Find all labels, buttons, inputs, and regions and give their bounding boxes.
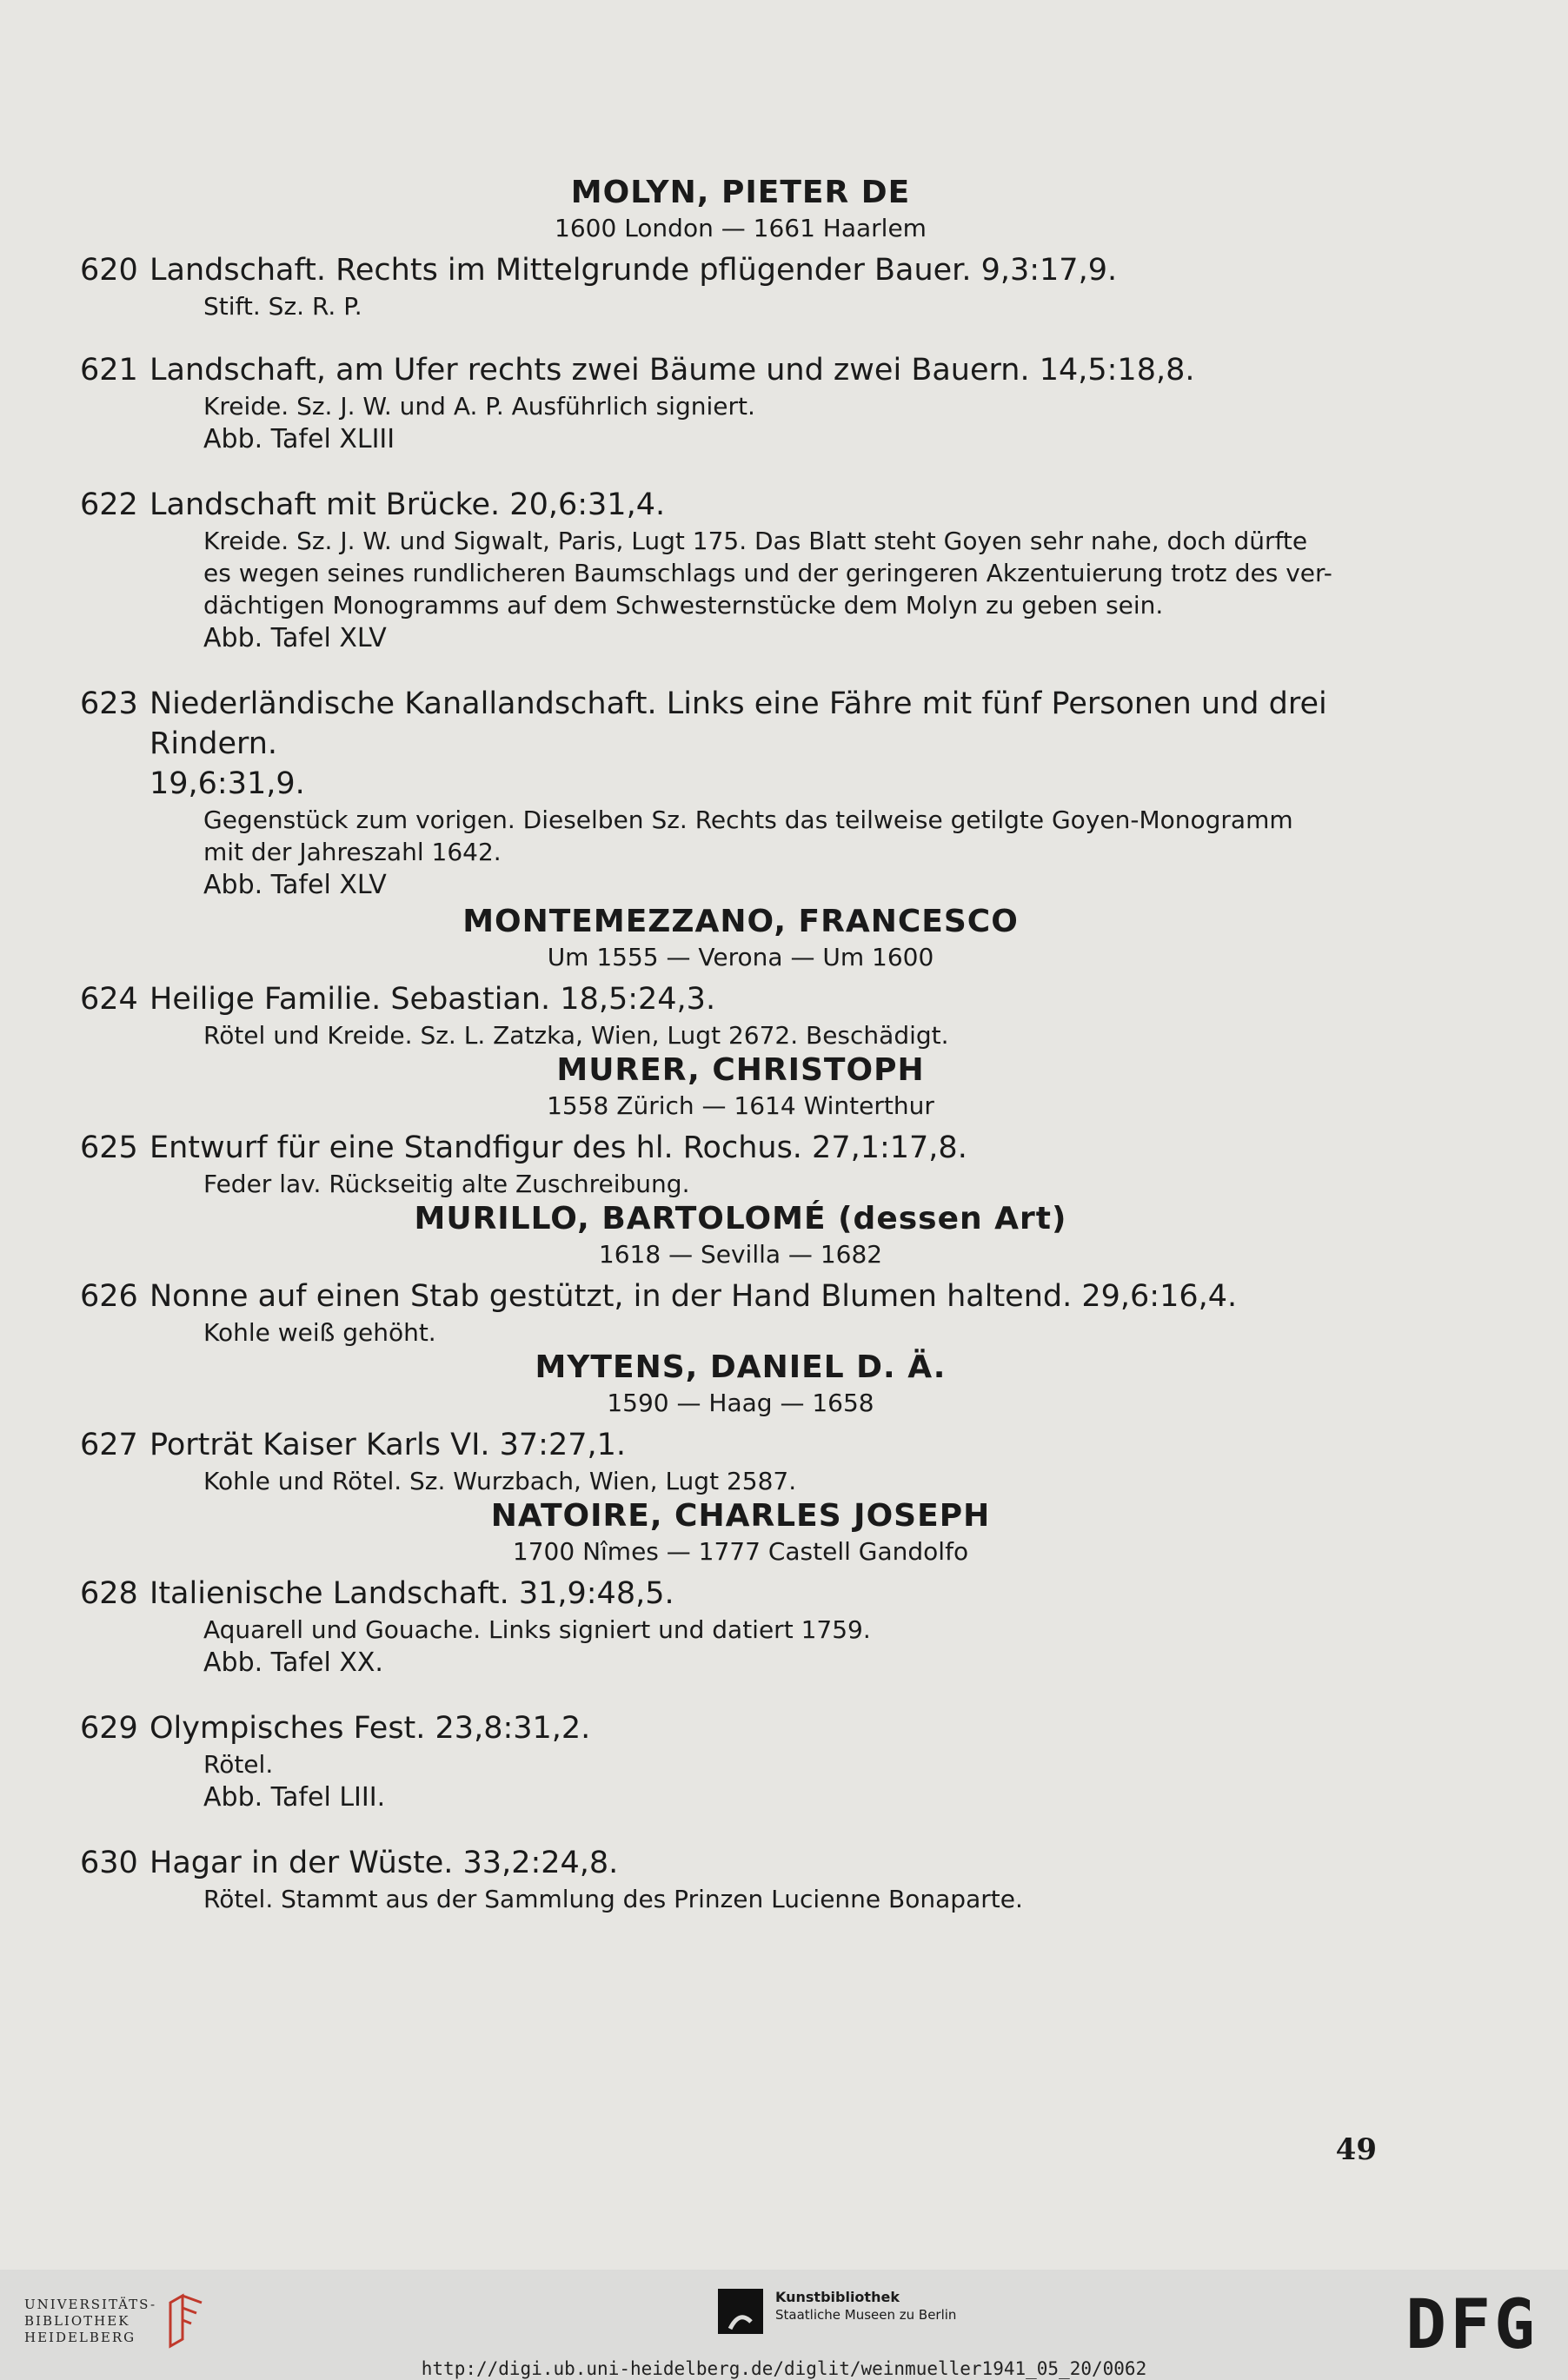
artist-name: MOLYN, PIETER DE (570, 175, 911, 210)
artist-name: MONTEMEZZANO, FRANCESCO (462, 904, 1019, 939)
entry-plate-reference: Abb. Tafel XLV (203, 623, 387, 653)
entry-title-text: Olympisches Fest. 23,8:31,2. (149, 1711, 591, 1746)
artist-name: MURILLO, BARTOLOMÉ (dessen Art) (414, 1201, 1067, 1236)
entry-description-line: dächtigen Monogramms auf dem Schwesternstücke dem Molyn zu geben sein. (203, 591, 1164, 620)
kunstbibliothek-mark-icon (718, 2289, 763, 2334)
catalogue-entry (80, 1128, 1401, 1200)
artist-header (80, 903, 1401, 974)
catalogue-entry (80, 485, 1401, 656)
artist-section (80, 903, 1401, 1051)
entry-title (80, 1708, 1401, 1748)
entry-title-text: Hagar in der Wüste. 33,2:24,8. (149, 1846, 619, 1880)
catalogue-entry (80, 1276, 1401, 1349)
artist-dates: 1590 — Haag — 1658 (607, 1389, 874, 1417)
entry-title-text: Heilige Familie. Sebastian. 18,5:24,3. (149, 982, 716, 1017)
spacer (80, 457, 1401, 480)
spacer (80, 1681, 1401, 1703)
entry-number: 627 (80, 1428, 138, 1462)
entry-number: 621 (80, 353, 138, 388)
entry-description-line: Rötel. (203, 1750, 274, 1779)
entry-title (80, 1276, 1401, 1316)
entry-number: 624 (80, 982, 138, 1017)
entry-title (80, 1425, 1401, 1465)
entry-title-text: Landschaft. Rechts im Mittelgrunde pflügender Bauer. 9,3:17,9. (149, 253, 1118, 288)
artist-dates: 1558 Zürich — 1614 Winterthur (547, 1091, 934, 1120)
entry-description-line: es wegen seines rundlicheren Baumschlags und der geringeren Akzentuierung trotz des ver- (203, 559, 1332, 587)
catalogue-entry (80, 1843, 1401, 1915)
kunstbibliothek-logo[interactable] (718, 2289, 956, 2334)
entry-number: 628 (80, 1576, 138, 1611)
page-number: 49 (1335, 2132, 1377, 2167)
artist-header (80, 1200, 1401, 1271)
entry-number: 622 (80, 487, 138, 522)
artist-section (80, 1349, 1401, 1497)
source-url[interactable]: http://digi.ub.uni-heidelberg.de/diglit/weinmueller1941_05_20/0062 (421, 2358, 1147, 2379)
entry-description-line: Kohle und Rötel. Sz. Wurzbach, Wien, Lugt 2587. (203, 1467, 797, 1495)
artist-name: NATOIRE, CHARLES JOSEPH (490, 1498, 991, 1534)
artist-header (80, 1051, 1401, 1123)
entry-number: 625 (80, 1130, 138, 1165)
entry-description-line: Kreide. Sz. J. W. und A. P. Ausführlich signiert. (203, 392, 755, 421)
catalogue-entry (80, 684, 1401, 903)
entry-number: 626 (80, 1279, 138, 1314)
artist-section (80, 174, 1401, 903)
kunstbibliothek-name: Kunstbibliothek (775, 2289, 900, 2305)
artist-section (80, 1051, 1401, 1200)
artist-dates: 1618 — Sevilla — 1682 (598, 1240, 883, 1269)
uni-logo-line-1: UNIVERSITÄTS- (24, 2296, 157, 2312)
artist-header (80, 1349, 1401, 1420)
entry-plate-reference: Abb. Tafel XLIII (203, 424, 395, 454)
catalogue-entry (80, 1708, 1401, 1815)
entry-number: 629 (80, 1711, 138, 1746)
entry-title-continued: 19,6:31,9. (149, 766, 305, 801)
entry-plate-reference: Abb. Tafel XX. (203, 1647, 383, 1678)
entry-title (80, 485, 1401, 525)
entry-title (80, 350, 1401, 390)
entry-description-line: Feder lav. Rückseitig alte Zuschreibung. (203, 1170, 690, 1198)
entry-title (80, 1574, 1401, 1614)
entry-title-text: Niederländische Kanallandschaft. Links eine Fähre mit fünf Personen und drei Rindern. (149, 686, 1327, 761)
heidelberg-university-library-logo[interactable] (24, 2291, 209, 2351)
entry-title-text: Italienische Landschaft. 31,9:48,5. (149, 1576, 674, 1611)
entry-description-line: Aquarell und Gouache. Links signiert und datiert 1759. (203, 1615, 871, 1644)
entry-description-line: Stift. Sz. R. P. (203, 292, 362, 321)
entry-number: 620 (80, 253, 138, 288)
entry-title (80, 250, 1401, 290)
artist-section (80, 1497, 1401, 1915)
entry-number: 623 (80, 686, 138, 721)
entry-plate-reference: Abb. Tafel XLV (203, 870, 387, 900)
entry-title (80, 684, 1401, 764)
artist-header (80, 1497, 1401, 1568)
artist-header (80, 174, 1401, 245)
artist-dates: 1700 Nîmes — 1777 Castell Gandolfo (512, 1537, 969, 1566)
entry-title-text: Nonne auf einen Stab gestützt, in der Hand Blumen haltend. 29,6:16,4. (149, 1279, 1238, 1314)
artist-dates: Um 1555 — Verona — Um 1600 (547, 943, 934, 971)
uni-logo-line-3: HEIDELBERG (24, 2329, 136, 2345)
artist-dates: 1600 London — 1661 Haarlem (555, 214, 927, 242)
entry-description-line: Kreide. Sz. J. W. und Sigwalt, Paris, Lugt 175. Das Blatt steht Goyen sehr nahe, doch dürfte (203, 527, 1308, 555)
spacer (80, 656, 1401, 679)
entry-description-line: mit der Jahreszahl 1642. (203, 838, 502, 866)
entry-number: 630 (80, 1846, 138, 1880)
catalogue-entry (80, 979, 1401, 1051)
entry-description-line: Kohle weiß gehöht. (203, 1318, 436, 1347)
entry-title-text: Landschaft mit Brücke. 20,6:31,4. (149, 487, 666, 522)
spacer (80, 1815, 1401, 1838)
entry-title-text: Entwurf für eine Standfigur des hl. Rochus. 27,1:17,8. (149, 1130, 967, 1165)
entry-title-text: Landschaft, am Ufer rechts zwei Bäume und zwei Bauern. 14,5:18,8. (149, 353, 1195, 388)
catalogue-entry (80, 1425, 1401, 1497)
catalogue-entry (80, 350, 1401, 457)
entry-title (80, 979, 1401, 1019)
kunstbibliothek-subtitle: Staatliche Museen zu Berlin (775, 2307, 957, 2323)
entry-title-text: Porträt Kaiser Karls VI. 37:27,1. (149, 1428, 627, 1462)
artist-name: MURER, CHRISTOPH (556, 1052, 925, 1088)
uni-logo-line-2: BIBLIOTHEK (24, 2312, 130, 2329)
catalogue-entry (80, 1574, 1401, 1681)
entry-description-line: Rötel und Kreide. Sz. L. Zatzka, Wien, Lugt 2672. Beschädigt. (203, 1021, 949, 1050)
entry-description-line: Rötel. Stammt aus der Sammlung des Prinzen Lucienne Bonaparte. (203, 1885, 1023, 1913)
library-emblem-icon (163, 2291, 209, 2351)
catalogue-entry (80, 250, 1401, 322)
entry-title (80, 1128, 1401, 1168)
entry-title (80, 1843, 1401, 1883)
spacer (80, 322, 1401, 345)
artist-section (80, 1200, 1401, 1349)
entry-plate-reference: Abb. Tafel LIII. (203, 1782, 386, 1813)
catalogue-content (80, 174, 1401, 1915)
entry-description-line: Gegenstück zum vorigen. Dieselben Sz. Rechts das teilweise getilgte Goyen-Monogramm (203, 805, 1293, 834)
artist-name: MYTENS, DANIEL D. Ä. (535, 1349, 947, 1385)
dfg-logo[interactable]: DFG (1405, 2286, 1538, 2364)
